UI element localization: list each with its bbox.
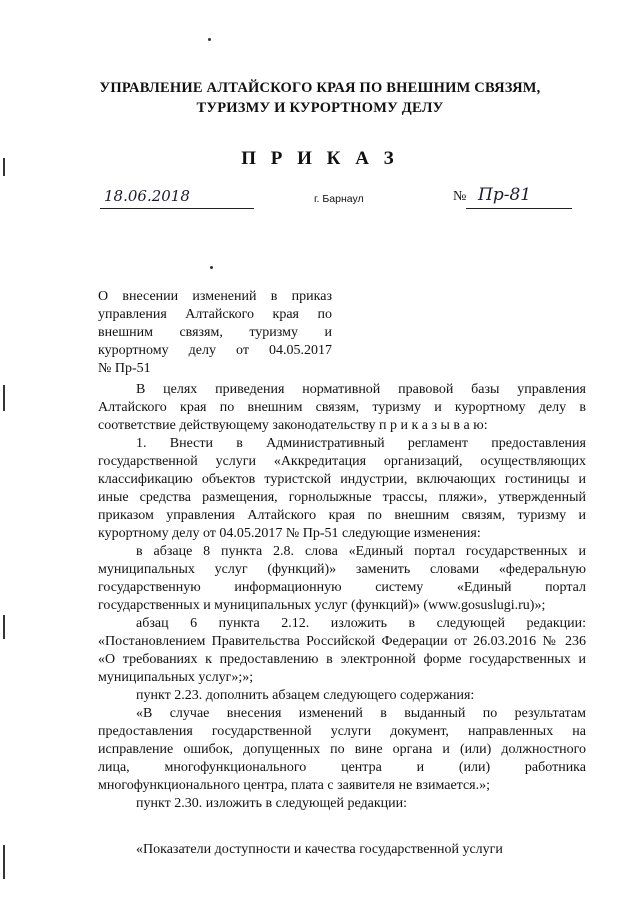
body-line: курортному делу от 04.05.2017 № Пр-51 следующие изменения:	[98, 526, 481, 541]
subject-line: О внесении изменений в приказ	[98, 289, 332, 304]
binding-mark	[3, 385, 5, 411]
subject-block	[98, 288, 332, 378]
body-line: государственной услуги «Аккредитация организаций, осуществляющих	[98, 454, 586, 469]
body-line: муниципальных услуг»;»;	[98, 670, 254, 685]
org-name-line2: ТУРИЗМУ И КУРОРТНОМУ ДЕЛУ	[196, 100, 444, 116]
body-line: «Постановлением Правительства Российской Федерации от 26.03.2016 № 236	[98, 634, 586, 649]
body-line: исправление ошибок, допущенных по вине органа и (или) должностного	[98, 742, 586, 757]
city-label: г. Барнаул	[314, 193, 364, 205]
body-line: государственную информационную систему «Единый портал	[98, 580, 586, 595]
binding-mark	[3, 845, 5, 879]
body-line: «В случае внесения изменений в выданный по результатам	[136, 706, 586, 721]
body-line: лица, многофункционального центра и (или) работника	[98, 760, 586, 775]
body-line: классификацию объектов туристской индустрии, включающих гостиницы и	[98, 472, 586, 487]
body-line: Алтайского края по внешним связям, туризму и курортному делу в	[98, 400, 586, 415]
org-name-line1: УПРАВЛЕНИЕ АЛТАЙСКОГО КРАЯ ПО ВНЕШНИМ СВЯЗЯМ,	[99, 80, 541, 96]
subject-line: внешним связям, туризму и	[98, 325, 332, 340]
body-line: предоставления государственной услуги документ, направленных на	[98, 724, 586, 739]
body-line: муниципальных услуг (функций)» заменить словами «федеральную	[98, 562, 586, 577]
body-line: государственных и муниципальных услуг (функций)» (www.gosuslugi.ru)»;	[98, 598, 546, 613]
body-line: В целях приведения нормативной правовой базы управления	[136, 382, 586, 397]
date-handwritten: 18.06.2018	[104, 187, 190, 205]
subject-line: управления Алтайского края по	[98, 307, 332, 322]
body-line: соответствие действующему законодательству п р и к а з ы в а ю:	[98, 418, 488, 433]
body-line: «О требованиях к предоставлению в электронной форме государственных и	[98, 652, 586, 667]
body-text	[98, 381, 586, 859]
number-handwritten: Пр-81	[478, 185, 532, 205]
doc-title: П Р И К А З	[241, 148, 399, 169]
date-underline	[100, 207, 254, 209]
body-line: многофункционального центра, плата с заявителя не взимается.»;	[98, 778, 490, 793]
body-line: пункт 2.23. дополнить абзацем следующего содержания:	[136, 688, 475, 703]
scan-speck	[210, 266, 213, 269]
body-line: в абзаце 8 пункта 2.8. слова «Единый портал государственных и	[136, 544, 586, 559]
body-line: пункт 2.30. изложить в следующей редакции:	[136, 796, 407, 811]
body-line: «Показатели доступности и качества государственной услуги	[136, 842, 503, 857]
subject-line: № Пр-51	[98, 361, 151, 376]
body-line: иные средства размещения, горнолыжные трассы, пляжи», утвержденный	[98, 490, 586, 505]
scan-speck	[208, 38, 211, 41]
body-line: 1. Внести в Административный регламент предоставления	[136, 436, 586, 451]
body-line: абзац 6 пункта 2.12. изложить в следующей редакции:	[136, 616, 586, 631]
number-underline	[466, 207, 572, 209]
number-sign: №	[453, 189, 467, 204]
binding-mark	[3, 615, 5, 639]
subject-line: курортному делу от 04.05.2017	[98, 343, 332, 358]
body-line: приказом управления Алтайского края по внешним связям, туризму и	[98, 508, 586, 523]
